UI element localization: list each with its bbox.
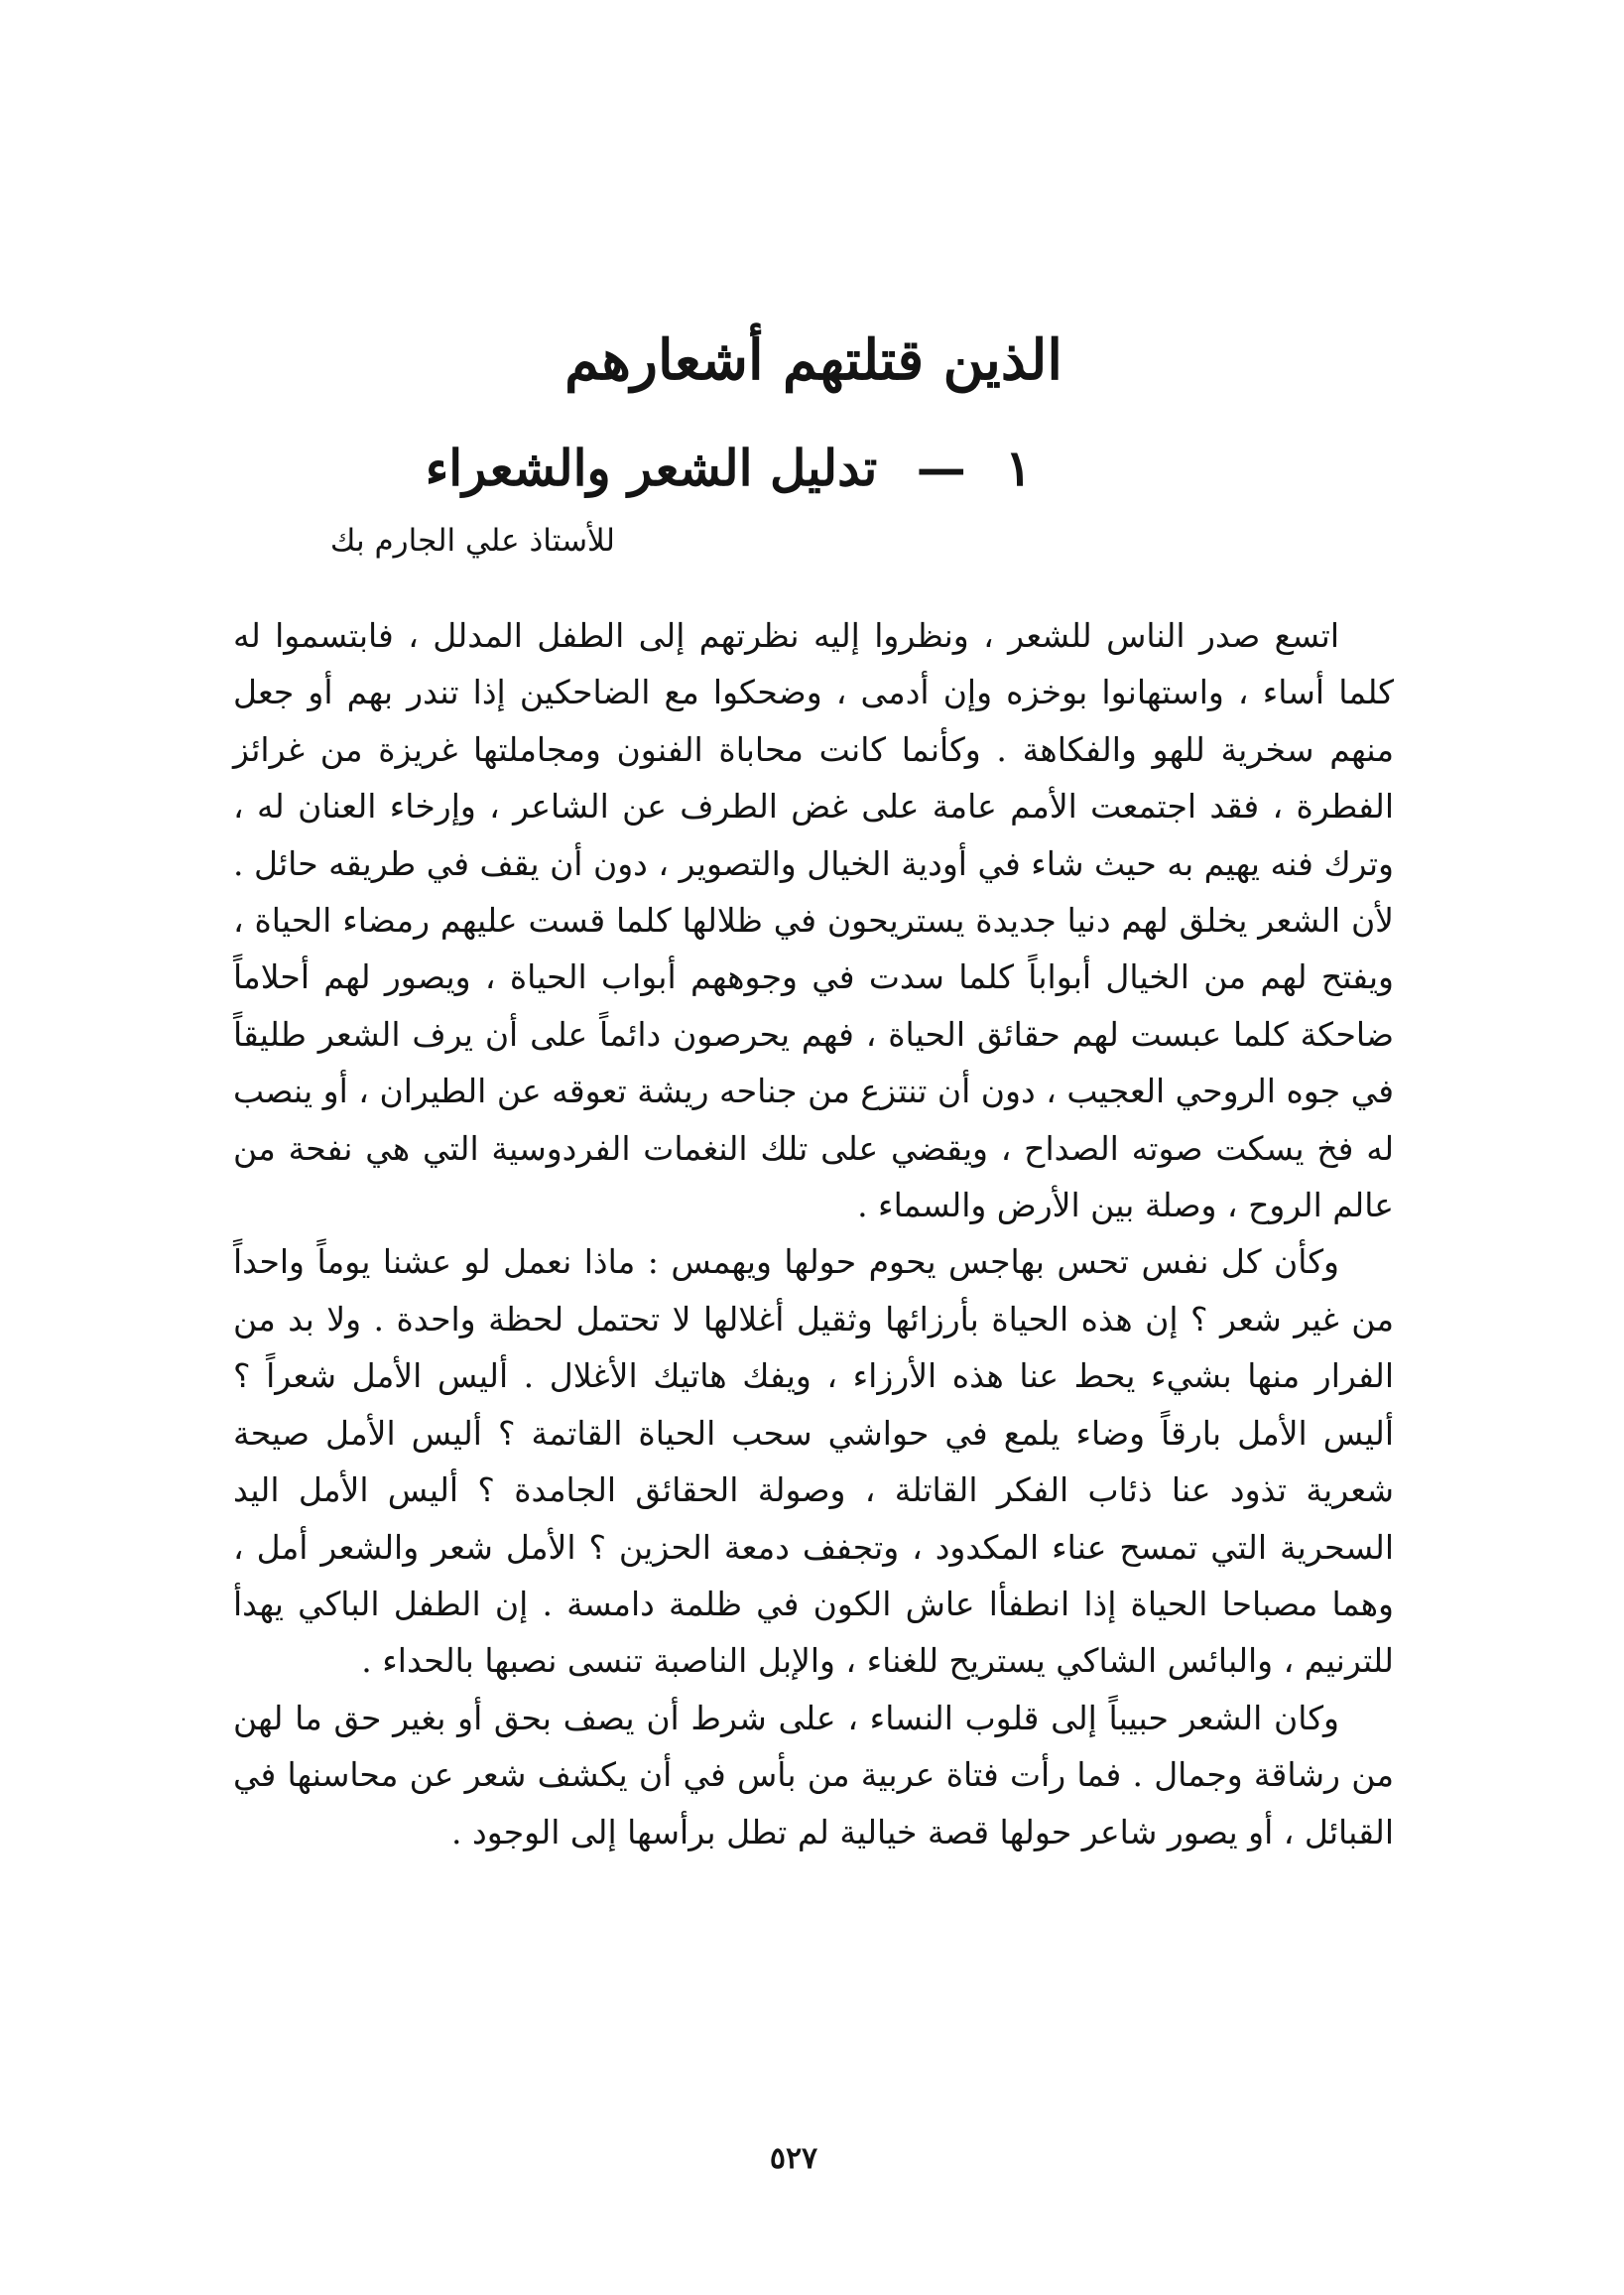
page-number: ٥٢٧: [769, 2141, 818, 2176]
paragraph-1: اتسع صدر الناس للشعر ، ونظروا إليه نظرتهم إلى الطفل المدلل ، فابتسموا له كلما أساء ، واستهانوا بوخزه وإن أدمى ، وضحكوا مع الضاحكين إذا تندر بهم أو جعل منهم سخرية للهو والفكاهة . وكأنما كانت محاباة الفنون ومجاملتها غريزة من غرائز الفطرة ، فقد اجتمعت الأمم عامة على غض الطرف عن الشاعر ، وإرخاء العنان له ، وترك فنه يهيم به حيث شاء في أودية الخيال والتصوير ، دون أن يقف في طريقه حائل . لأن الشعر يخلق لهم دنيا جديدة يستريحون في ظلالها كلما قست عليهم رمضاء الحياة ، ويفتح لهم من الخيال أبواباً كلما سدت في وجوههم أبواب الحياة ، ويصور لهم أحلاماً ضاحكة كلما عبست لهم حقائق الحياة ، فهم يحرصون دائماً على أن يرف الشعر طليقاً في جوه الروحي العجيب ، دون أن تنتزع من جناحه ريشة تعوقه عن الطيران ، أو ينصب له فخ يسكت صوته الصداح ، ويقضي على تلك النغمات الفردوسية التي هي نفحة من عالم الروح ، وصلة بين الأرض والسماء .: [233, 616, 1394, 1225]
paragraph-2: وكأن كل نفس تحس بهاجس يحوم حولها ويهمس : ماذا نعمل لو عشنا يوماً واحداً من غير شعر ؟ إن هذه الحياة بأرزائها وثقيل أغلالها لا تحتمل لحظة واحدة . ولا بد من الفرار منها بشيء يحط عنا هذه الأرزاء ، ويفك هاتيك الأغلال . أليس الأمل شعراً ؟ أليس الأمل بارقاً وضاء يلمع في حواشي سحب الحياة القاتمة ؟ أليس الأمل صيحة شعرية تذود عنا ذئاب الفكر القاتلة ، وصولة الحقائق الجامدة ؟ أليس الأمل اليد السحرية التي تمسح عناء المكدود ، وتجفف دمعة الحزين ؟ الأمل شعر والشعر أمل ، وهما مصباحا الحياة إذا انطفأا عاش الكون في ظلمة دامسة . إن الطفل الباكي يهدأ للترنيم ، والبائس الشاكي يستريح للغناء ، والإبل الناصبة تنسى نصبها بالحداء .: [233, 1242, 1394, 1681]
section-number: ١: [1005, 439, 1032, 497]
paragraph-3: وكان الشعر حبيباً إلى قلوب النساء ، على شرط أن يصف بحق أو بغير حق ما لهن من رشاقة وجمال . فما رأت فتاة عربية من بأس في أن يكشف شعر عن محاسنها في القبائل ، أو يصور شاعر حولها قصة خيالية لم تطل برأسها إلى الوجود .: [233, 1698, 1394, 1851]
section-dash: —: [916, 439, 966, 497]
section-heading: [417, 429, 1032, 508]
author-byline: للأستاذ علي الجارم بك: [329, 523, 615, 559]
section-heading-text: تدليل الشعر والشعراء: [425, 439, 878, 497]
article-title: الذين قتلتهم أشعارهم: [564, 327, 1062, 393]
article-body: [233, 607, 1394, 1860]
